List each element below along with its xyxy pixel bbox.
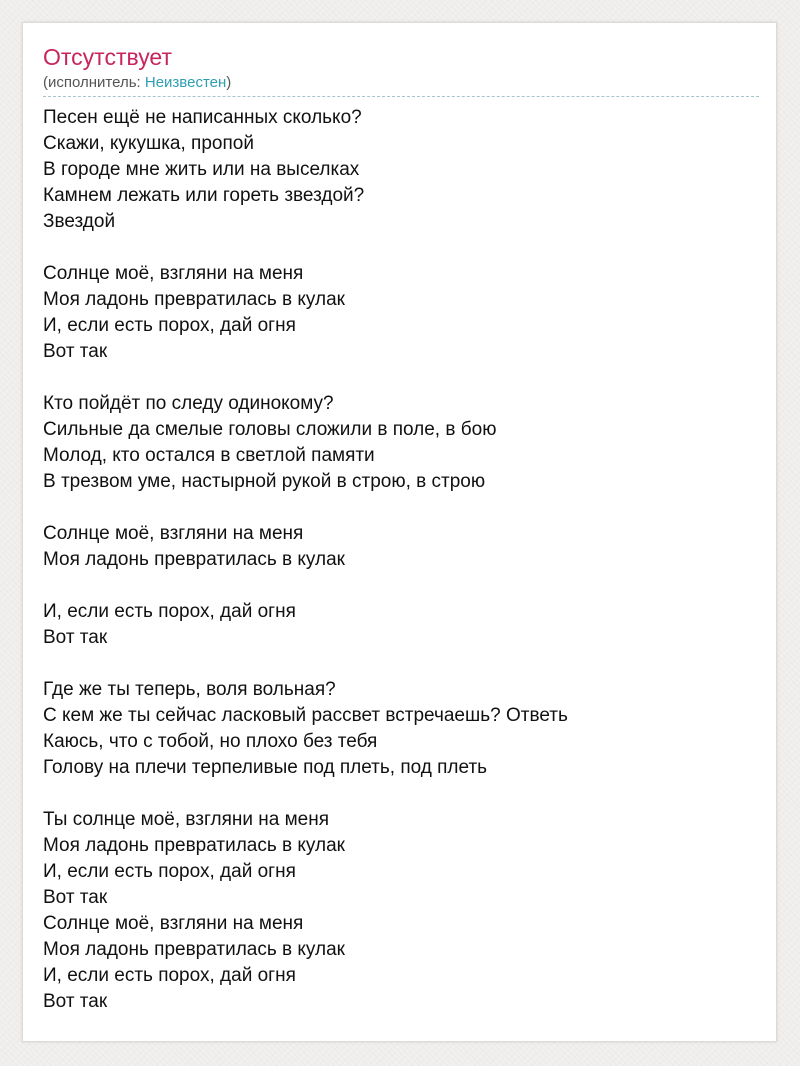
blank-line [43,781,759,807]
lyric-line: Звездой [43,211,116,232]
artist-suffix: ) [226,74,232,91]
lyric-line: И, если есть порох, дай огня [43,315,296,336]
lyric-line: Сильные да смелые головы сложили в поле, в бою [43,419,497,440]
artist-line [43,73,231,93]
lyric-line: Песен ещё не написанных сколько? [43,107,362,128]
lyric-line: В городе мне жить или на выселках [43,159,360,180]
lyric-line: С кем же ты сейчас ласковый рассвет встречаешь? Ответь [43,705,568,726]
lyric-line: И, если есть порох, дай огня [43,861,296,882]
lyric-line: И, если есть порох, дай огня [43,601,296,622]
lyric-line: Вот так [43,991,108,1012]
lyric-line: Солнце моё, взгляни на меня [43,263,304,284]
lyric-line: Где же ты теперь, воля вольная? [43,679,336,700]
lyric-line: Солнце моё, взгляни на меня [43,523,304,544]
song-title: Отсутствует [43,44,172,70]
lyric-line: В трезвом уме, настырной рукой в строю, в строю [43,471,486,492]
song-header [43,41,759,97]
lyric-line: Вот так [43,627,108,648]
blank-line [43,365,759,391]
lyric-line: Камнем лежать или гореть звездой? [43,185,365,206]
lyric-line: Голову на плечи терпеливые под плеть, под плеть [43,757,488,778]
lyric-line: Молод, кто остался в светлой памяти [43,445,375,466]
blank-line [43,651,759,677]
lyrics-card [22,22,777,1042]
blank-line [43,235,759,261]
artist-prefix: (исполнитель: [43,74,145,91]
lyric-line: И, если есть порох, дай огня [43,965,296,986]
artist-link[interactable]: Неизвестен [144,74,227,91]
lyric-line: Моя ладонь превратилась в кулак [43,549,345,570]
lyric-line: Солнце моё, взгляни на меня [43,913,304,934]
lyric-line: Вот так [43,887,108,908]
lyric-line: Ты солнце моё, взгляни на меня [43,809,330,830]
blank-line [43,573,759,599]
lyric-line: Моя ладонь превратилась в кулак [43,835,345,856]
lyric-line: Каюсь, что с тобой, но плохо без тебя [43,731,378,752]
lyric-line: Моя ладонь превратилась в кулак [43,939,345,960]
lyric-line: Моя ладонь превратилась в кулак [43,289,345,310]
blank-line [43,495,759,521]
lyric-line: Кто пойдёт по следу одинокому? [43,393,334,414]
lyrics-text [43,105,759,1015]
lyric-line: Скажи, кукушка, пропой [43,133,254,154]
lyric-line: Вот так [43,341,108,362]
